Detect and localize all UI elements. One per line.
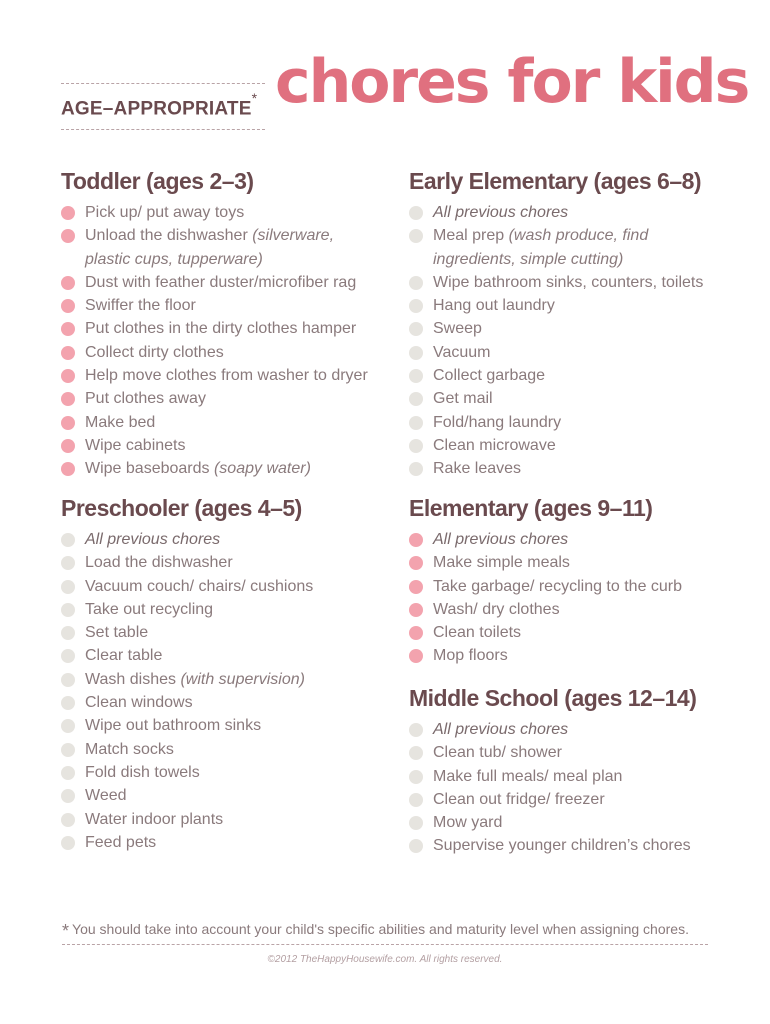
bullet-dot-icon — [409, 369, 423, 383]
chore-text: Collect garbage — [433, 367, 546, 385]
bullet-dot-icon — [61, 649, 75, 663]
chore-note-continued: ingredients, simple cutting) — [433, 250, 624, 268]
bullet-dot-icon — [409, 346, 423, 360]
bullet-dot-icon — [409, 276, 423, 290]
chore-text: Unload the dishwasher — [85, 227, 253, 245]
chore-item — [61, 341, 368, 364]
chore-text: Fold/hang laundry — [433, 413, 562, 431]
subtitle-asterisk: * — [251, 90, 258, 106]
chore-item — [409, 294, 703, 317]
chore-item — [409, 411, 703, 434]
chore-item — [61, 528, 313, 551]
chore-text: Make simple meals — [433, 554, 570, 572]
chore-item — [409, 811, 696, 834]
chore-item — [409, 834, 696, 857]
bullet-dot-icon — [61, 836, 75, 850]
chore-item — [409, 434, 703, 457]
bullet-dot-icon — [61, 719, 75, 733]
chore-text: Hang out laundry — [433, 297, 555, 315]
chore-text: Clean windows — [85, 694, 193, 712]
chore-text: Mop floors — [433, 647, 508, 665]
chore-item — [409, 788, 696, 811]
copyright: ©2012 TheHappyHousewife.com. All rights reserved. — [267, 954, 503, 965]
chore-item — [61, 294, 368, 317]
bullet-dot-icon — [61, 673, 75, 687]
chore-item — [409, 457, 703, 480]
bullet-dot-icon — [61, 743, 75, 757]
chore-item — [409, 621, 682, 644]
chore-item — [61, 714, 313, 737]
header-top-dash — [61, 83, 265, 84]
bullet-dot-icon — [409, 229, 423, 243]
chore-list — [409, 201, 703, 481]
chore-text: Make full meals/ meal plan — [433, 767, 623, 785]
chore-text: Help move clothes from washer to dryer — [85, 367, 368, 385]
bullet-dot-icon — [409, 603, 423, 617]
chore-item — [409, 741, 696, 764]
subtitle: AGE–APPROPRIATE* — [61, 90, 258, 120]
chore-text: Take garbage/ recycling to the curb — [433, 577, 683, 595]
all-previous-label: All previous chores — [433, 531, 569, 548]
bullet-dot-icon — [61, 580, 75, 594]
footnote-text: You should take into account your child's specific abilities and maturity level when assigning chores. — [72, 921, 689, 937]
chore-item — [61, 434, 368, 457]
chore-text: Clean toilets — [433, 624, 522, 642]
chore-item — [61, 784, 313, 807]
bullet-dot-icon — [61, 322, 75, 336]
bullet-dot-icon — [409, 392, 423, 406]
chore-text: Fold dish towels — [85, 763, 200, 781]
bullet-dot-icon — [61, 813, 75, 827]
chore-text: Load the dishwasher — [85, 554, 233, 572]
page-title: chores for kids — [275, 47, 749, 117]
chore-item — [409, 551, 682, 574]
chore-text: Swiffer the floor — [85, 297, 196, 315]
chore-item — [61, 691, 313, 714]
chore-text: Clear table — [85, 647, 163, 665]
bullet-dot-icon — [409, 770, 423, 784]
bullet-dot-icon — [409, 416, 423, 430]
bullet-dot-icon — [61, 766, 75, 780]
section-heading: Early Elementary (ages 6–8) — [409, 168, 702, 194]
chore-note: (wash produce, find — [508, 227, 649, 245]
chore-item — [409, 224, 703, 271]
chore-note: (soapy water) — [213, 460, 311, 478]
section-heading: Toddler (ages 2–3) — [61, 168, 254, 194]
chore-text: Supervise younger children’s chores — [433, 837, 691, 855]
chore-item — [409, 575, 682, 598]
chore-text: Weed — [85, 787, 127, 805]
chore-text: Wash/ dry clothes — [433, 600, 560, 618]
section-heading: Middle School (ages 12–14) — [409, 685, 697, 711]
chore-item — [61, 457, 368, 480]
bullet-dot-icon — [61, 299, 75, 313]
section-early-elementary — [409, 168, 703, 481]
chore-item — [61, 621, 313, 644]
bullet-dot-icon — [409, 649, 423, 663]
chore-text: Clean microwave — [433, 436, 556, 454]
section-middle-school — [409, 685, 696, 858]
chore-text: Wipe cabinets — [85, 436, 186, 454]
chore-item — [409, 644, 682, 667]
chore-item — [409, 765, 696, 788]
chore-item — [61, 317, 368, 340]
all-previous-label: All previous chores — [433, 204, 569, 221]
bullet-dot-icon — [61, 462, 75, 476]
chore-item — [61, 271, 368, 294]
bullet-dot-icon — [61, 626, 75, 640]
chore-item — [409, 341, 703, 364]
chore-note: (with supervision) — [180, 670, 305, 688]
header-bottom-dash — [61, 129, 265, 130]
chore-text: Clean out fridge/ freezer — [433, 790, 605, 808]
bullet-dot-icon — [409, 723, 423, 737]
chore-text: Collect dirty clothes — [85, 343, 224, 361]
chore-text: Set table — [85, 624, 149, 642]
chore-note-continued: plastic cups, tupperware) — [85, 250, 263, 268]
chore-text: Wipe out bathroom sinks — [85, 717, 262, 735]
chore-item — [409, 364, 703, 387]
chore-text: Make bed — [85, 413, 156, 431]
chore-text: Feed pets — [85, 833, 157, 851]
bullet-dot-icon — [61, 276, 75, 290]
bullet-dot-icon — [409, 626, 423, 640]
bullet-dot-icon — [409, 556, 423, 570]
bullet-dot-icon — [61, 346, 75, 360]
chore-text: Sweep — [433, 320, 482, 338]
bullet-dot-icon — [409, 839, 423, 853]
chore-text: Match socks — [85, 740, 174, 758]
chore-item — [409, 598, 682, 621]
chore-item — [409, 528, 682, 551]
chore-text: Vacuum — [433, 343, 491, 361]
bullet-dot-icon — [409, 533, 423, 547]
chore-item — [61, 644, 313, 667]
section-toddler — [61, 168, 368, 481]
chore-note: (silverware, — [252, 227, 335, 245]
chore-item — [61, 551, 313, 574]
bullet-dot-icon — [409, 793, 423, 807]
chore-item — [61, 201, 368, 224]
chore-text: Put clothes away — [85, 390, 206, 408]
bullet-dot-icon — [61, 789, 75, 803]
chore-list — [61, 201, 368, 481]
footnote — [62, 918, 689, 939]
chore-text: Pick up/ put away toys — [85, 204, 245, 221]
bullet-dot-icon — [61, 556, 75, 570]
chore-text: Vacuum couch/ chairs/ cushions — [85, 577, 314, 595]
section-preschooler — [61, 495, 313, 854]
chore-list — [409, 718, 696, 858]
chore-item — [61, 387, 368, 410]
chore-item — [61, 411, 368, 434]
chore-text: Dust with feather duster/microfiber rag — [85, 273, 357, 291]
chore-text: Get mail — [433, 390, 493, 408]
chore-text: Water indoor plants — [85, 810, 224, 828]
bullet-dot-icon — [61, 603, 75, 617]
bullet-dot-icon — [61, 369, 75, 383]
bullet-dot-icon — [61, 439, 75, 453]
chore-text: Put clothes in the dirty clothes hamper — [85, 320, 357, 338]
chore-item — [61, 364, 368, 387]
footnote-asterisk: * — [62, 921, 70, 941]
chore-item — [61, 761, 313, 784]
chore-item — [409, 317, 703, 340]
chore-item — [409, 271, 703, 294]
chore-text: Clean tub/ shower — [433, 744, 562, 762]
chore-item — [61, 575, 313, 598]
chore-item — [409, 387, 703, 410]
all-previous-label: All previous chores — [85, 531, 221, 548]
bullet-dot-icon — [409, 580, 423, 594]
chore-item — [61, 224, 368, 271]
bullet-dot-icon — [409, 462, 423, 476]
section-elementary — [409, 495, 682, 668]
bullet-dot-icon — [61, 696, 75, 710]
section-heading: Preschooler (ages 4–5) — [61, 495, 302, 521]
chore-text: Wash dishes — [85, 670, 181, 688]
chore-text: Wipe bathroom sinks, counters, toilets — [433, 273, 704, 291]
chore-item — [61, 668, 313, 691]
bullet-dot-icon — [409, 322, 423, 336]
chore-item — [409, 718, 696, 741]
bullet-dot-icon — [409, 299, 423, 313]
bullet-dot-icon — [409, 439, 423, 453]
bullet-dot-icon — [61, 392, 75, 406]
bullet-dot-icon — [61, 229, 75, 243]
chore-item — [61, 808, 313, 831]
chore-item — [61, 598, 313, 621]
bullet-dot-icon — [61, 206, 75, 220]
chore-item — [409, 201, 703, 224]
bullet-dot-icon — [409, 816, 423, 830]
chore-list — [409, 528, 682, 668]
bullet-dot-icon — [61, 416, 75, 430]
chore-text: Mow yard — [433, 814, 503, 832]
chore-text: Take out recycling — [85, 600, 214, 618]
bullet-dot-icon — [409, 206, 423, 220]
chore-item — [61, 831, 313, 854]
section-heading: Elementary (ages 9–11) — [409, 495, 653, 521]
bullet-dot-icon — [409, 746, 423, 760]
chore-text: Meal prep — [433, 227, 509, 245]
chore-text: Rake leaves — [433, 460, 522, 478]
all-previous-label: All previous chores — [433, 721, 569, 738]
chore-list — [61, 528, 313, 854]
bullet-dot-icon — [61, 533, 75, 547]
footer-dash — [62, 944, 708, 945]
chore-text: Wipe baseboards — [85, 460, 214, 478]
chore-item — [61, 738, 313, 761]
